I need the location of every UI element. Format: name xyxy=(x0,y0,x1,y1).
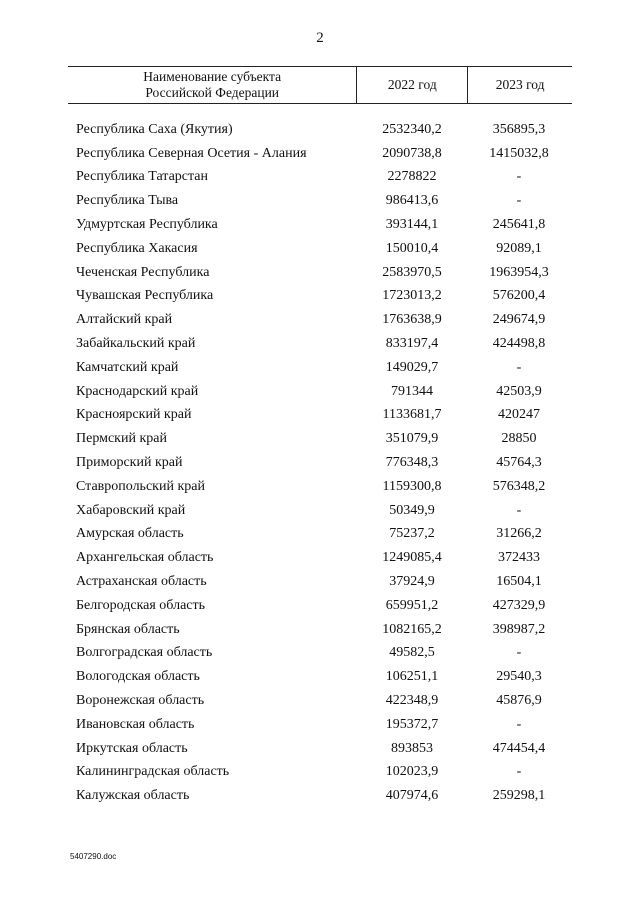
cell-value-2022: 893853 xyxy=(391,740,433,756)
cell-value-2022: 659951,2 xyxy=(385,597,439,613)
table-row xyxy=(76,475,580,499)
cell-value-2023: 45764,3 xyxy=(496,455,542,471)
cell-value-2023: 45876,9 xyxy=(496,693,542,709)
cell-value-2022: 2278822 xyxy=(387,169,437,185)
table-row xyxy=(76,427,580,451)
cell-value-2023: 424498,8 xyxy=(492,336,546,352)
cell-subject-name: Республика Татарстан xyxy=(76,169,209,185)
table-row xyxy=(76,285,580,309)
table-row xyxy=(76,189,580,213)
cell-value-2022: 791344 xyxy=(391,383,433,399)
header-year-2023: 2023 год xyxy=(495,77,545,92)
cell-value-2023: 576200,4 xyxy=(492,288,546,304)
cell-subject-name: Ставропольский край xyxy=(76,478,205,494)
cell-value-2022: 37924,9 xyxy=(389,574,435,590)
table-row xyxy=(76,213,580,237)
cell-value-2023: - xyxy=(516,193,522,209)
cell-subject-name: Белгородская область xyxy=(76,597,206,613)
cell-value-2023: 42503,9 xyxy=(496,383,542,399)
cell-subject-name: Калужская область xyxy=(76,788,190,804)
cell-value-2023: 29540,3 xyxy=(496,669,542,685)
table-row xyxy=(76,404,580,428)
table-row xyxy=(76,737,580,761)
table-row xyxy=(76,237,580,261)
cell-value-2023: 1963954,3 xyxy=(489,264,549,280)
table-row xyxy=(76,308,580,332)
table-row xyxy=(76,570,580,594)
cell-value-2022: 986413,6 xyxy=(385,193,439,209)
header-subject-line1: Наименование субъекта xyxy=(143,69,282,84)
data-table xyxy=(68,66,572,104)
cell-value-2022: 1133681,7 xyxy=(382,407,442,423)
cell-subject-name: Архангельская область xyxy=(76,550,214,566)
cell-value-2023: 576348,2 xyxy=(492,478,546,494)
table-row xyxy=(76,761,580,785)
cell-value-2022: 1159300,8 xyxy=(382,478,442,494)
cell-value-2023: 427329,9 xyxy=(492,597,546,613)
cell-value-2022: 1723013,2 xyxy=(382,288,442,304)
table-row xyxy=(76,499,580,523)
table-row xyxy=(76,665,580,689)
cell-value-2022: 106251,1 xyxy=(385,669,439,685)
cell-value-2023: 474454,4 xyxy=(492,740,546,756)
cell-subject-name: Волгоградская область xyxy=(76,645,213,661)
cell-subject-name: Хабаровский край xyxy=(76,502,186,518)
cell-value-2023: 372433 xyxy=(498,550,540,566)
cell-value-2023: - xyxy=(516,764,522,780)
cell-subject-name: Ивановская область xyxy=(76,716,195,732)
cell-subject-name: Иркутская область xyxy=(76,740,188,756)
cell-value-2023: - xyxy=(516,645,522,661)
cell-value-2023: 420247 xyxy=(498,407,540,423)
cell-value-2022: 351079,9 xyxy=(385,431,439,447)
table-row xyxy=(76,332,580,356)
table-row xyxy=(76,618,580,642)
cell-value-2023: - xyxy=(516,359,522,375)
table-body xyxy=(76,118,580,808)
cell-subject-name: Калининградская область xyxy=(76,764,230,780)
cell-value-2022: 2532340,2 xyxy=(382,121,442,137)
table-row xyxy=(76,546,580,570)
cell-subject-name: Красноярский край xyxy=(76,407,192,423)
table-row xyxy=(76,261,580,285)
cell-value-2023: 259298,1 xyxy=(492,788,546,804)
cell-value-2022: 2583970,5 xyxy=(382,264,442,280)
table-row xyxy=(76,784,580,808)
cell-subject-name: Республика Саха (Якутия) xyxy=(76,121,233,137)
cell-subject-name: Пермский край xyxy=(76,431,167,447)
cell-value-2023: 245641,8 xyxy=(492,217,546,233)
cell-value-2022: 776348,3 xyxy=(385,455,439,471)
table-row xyxy=(76,523,580,547)
table-row xyxy=(76,166,580,190)
cell-value-2022: 150010,4 xyxy=(385,240,439,256)
cell-value-2022: 75237,2 xyxy=(389,526,435,542)
table-row xyxy=(76,642,580,666)
cell-subject-name: Забайкальский край xyxy=(76,336,196,352)
cell-subject-name: Вологодская область xyxy=(76,669,200,685)
cell-value-2023: 16504,1 xyxy=(496,574,542,590)
cell-value-2022: 102023,9 xyxy=(385,764,439,780)
table-row xyxy=(76,142,580,166)
cell-value-2023: 249674,9 xyxy=(492,312,546,328)
table-row xyxy=(76,689,580,713)
table-row xyxy=(76,713,580,737)
cell-value-2023: - xyxy=(516,502,522,518)
cell-value-2022: 1249085,4 xyxy=(382,550,442,566)
cell-subject-name: Воронежская область xyxy=(76,693,205,709)
cell-value-2023: 92089,1 xyxy=(496,240,542,256)
cell-subject-name: Алтайский край xyxy=(76,312,173,328)
cell-value-2023: 31266,2 xyxy=(496,526,542,542)
table-header xyxy=(68,66,572,104)
table-row xyxy=(76,594,580,618)
table-row xyxy=(76,451,580,475)
header-subject-line2: Российской Федерации xyxy=(145,85,280,100)
cell-value-2023: 28850 xyxy=(501,431,537,447)
cell-value-2022: 2090738,8 xyxy=(382,145,442,161)
cell-value-2022: 1082165,2 xyxy=(382,621,442,637)
cell-subject-name: Удмуртская Республика xyxy=(76,217,218,233)
cell-value-2022: 149029,7 xyxy=(385,359,439,375)
cell-subject-name: Республика Северная Осетия - Алания xyxy=(76,145,307,161)
cell-subject-name: Чувашская Республика xyxy=(76,288,214,304)
cell-subject-name: Республика Хакасия xyxy=(76,240,198,256)
cell-value-2022: 50349,9 xyxy=(389,502,435,518)
cell-subject-name: Краснодарский край xyxy=(76,383,199,399)
table-row xyxy=(76,380,580,404)
cell-value-2023: 398987,2 xyxy=(492,621,546,637)
cell-value-2022: 407974,6 xyxy=(385,788,439,804)
header-subject-name xyxy=(68,67,357,103)
cell-value-2022: 195372,7 xyxy=(385,716,439,732)
cell-value-2022: 49582,5 xyxy=(389,645,435,661)
cell-subject-name: Камчатский край xyxy=(76,359,179,375)
header-year-2022: 2022 год xyxy=(357,67,468,103)
cell-value-2022: 393144,1 xyxy=(385,217,439,233)
cell-subject-name: Амурская область xyxy=(76,526,184,542)
page-number: 2 xyxy=(316,30,324,46)
cell-subject-name: Астраханская область xyxy=(76,574,207,590)
cell-value-2023: - xyxy=(516,716,522,732)
cell-value-2023: 1415032,8 xyxy=(489,145,549,161)
cell-value-2022: 422348,9 xyxy=(385,693,439,709)
cell-subject-name: Брянская область xyxy=(76,621,180,637)
table-row xyxy=(76,118,580,142)
cell-subject-name: Республика Тыва xyxy=(76,193,179,209)
table-row xyxy=(76,356,580,380)
cell-value-2023: - xyxy=(516,169,522,185)
cell-subject-name: Чеченская Республика xyxy=(76,264,210,280)
cell-value-2022: 1763638,9 xyxy=(382,312,442,328)
cell-value-2022: 833197,4 xyxy=(385,336,439,352)
cell-value-2023: 356895,3 xyxy=(492,121,546,137)
document-code: 5407290.doc xyxy=(70,852,117,861)
cell-subject-name: Приморский край xyxy=(76,455,183,471)
